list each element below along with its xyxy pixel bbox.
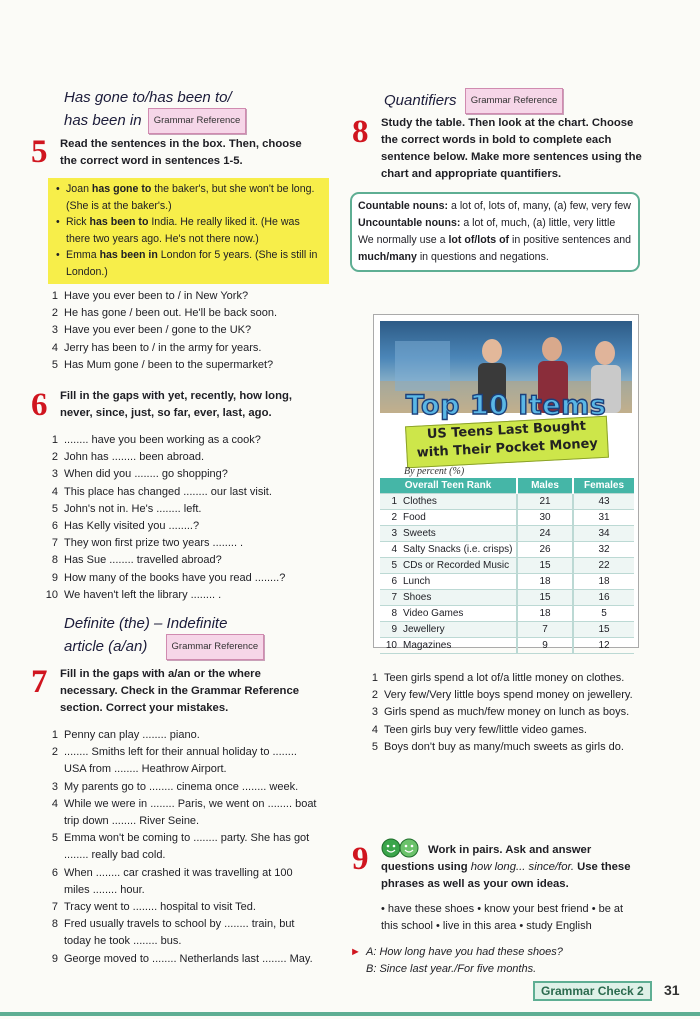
item-number: 5 — [51, 832, 58, 845]
chart-header-row — [380, 478, 634, 494]
chart-cell-m: 9 — [517, 638, 573, 654]
list-item — [40, 830, 320, 864]
item-text: They won first prize two years ........ . — [64, 537, 244, 550]
list-item — [40, 779, 320, 796]
item-text: Tracy went to ........ hospital to visit Ted. — [64, 901, 256, 914]
item-number: 6 — [51, 520, 58, 533]
chart-cell-rank: 6 — [380, 574, 400, 590]
column-header: Females — [573, 478, 634, 494]
item-number: 4 — [371, 723, 378, 736]
dialogue-line-a: A: How long have you had these shoes? — [366, 946, 563, 958]
section-title-has-gone — [64, 88, 246, 134]
chart-cell-rank: 10 — [380, 638, 400, 654]
exercise-number-9: 9 — [352, 841, 369, 877]
item-number: 6 — [51, 866, 58, 879]
chart-cell-rank: 8 — [380, 606, 400, 622]
list-item — [360, 670, 642, 687]
uncountable-text: a lot of, much, (a) little, very little — [460, 217, 616, 229]
exercise-5-list — [40, 288, 325, 374]
item-text: Has Sue ........ travelled abroad? — [64, 554, 222, 567]
item-text: Fred usually travels to school by ........ train, but today he took ........ bus. — [64, 918, 295, 948]
grammar-reference-badge[interactable]: Grammar Reference — [148, 108, 247, 134]
exercise-6-instruction: Fill in the gaps with yet, recently, how long, never, since, just, so far, ever, last, ago. — [60, 390, 293, 419]
list-item — [40, 916, 320, 950]
section-title-line1: Has gone to/has been to/ — [64, 89, 232, 106]
item-text: Has Mum gone / been to the supermarket? — [64, 358, 274, 371]
chart-cell-m: 18 — [517, 606, 573, 622]
chart-subtitle-line1: US Teens Last Bought — [426, 418, 587, 443]
chart-row — [380, 622, 634, 638]
chart-cell-m: 15 — [517, 590, 573, 606]
chart-cell-rank: 4 — [380, 542, 400, 558]
chart-row — [380, 542, 634, 558]
list-item — [40, 432, 330, 449]
list-item — [360, 687, 642, 704]
item-number: 8 — [51, 918, 58, 931]
list-item — [40, 587, 330, 604]
section-title-line2: article (a/an) — [64, 637, 148, 655]
item-text: My parents go to ........ cinema once ........ week. — [64, 780, 299, 793]
item-number: 2 — [371, 689, 378, 702]
item-text: This place has changed ........ our last visit. — [64, 485, 272, 498]
chart-cell-f: 43 — [573, 494, 634, 510]
chart-cell-m: 21 — [517, 494, 573, 510]
example-line: • Joan has gone to the baker's, but she won't be long. (She is at the baker's.) — [56, 183, 315, 212]
uncountable-row — [358, 215, 632, 232]
item-number: 5 — [51, 358, 58, 371]
item-number: 1 — [371, 672, 378, 684]
chart-cell-rank: 3 — [380, 526, 400, 542]
item-text: ........ Smiths left for their annual holiday to ........ USA from ........ Heathrow Airport. — [64, 746, 297, 776]
exercise-5-instruction: Read the sentences in the box. Then, choose the correct word in sentences 1-5. — [60, 138, 302, 167]
exercise-number-5: 5 — [31, 134, 48, 170]
item-text: George moved to ........ Netherlands last ........ May. — [64, 952, 313, 965]
list-item — [40, 466, 330, 483]
item-number: 4 — [51, 797, 58, 810]
chart-cell-m: 30 — [517, 510, 573, 526]
bottom-strip — [0, 1012, 700, 1016]
chart-cell-item: Shoes — [400, 590, 517, 606]
section-title: Quantifiers — [384, 91, 457, 109]
item-number: 3 — [371, 706, 378, 719]
example-line: • Emma has been in London for 5 years. (She is still in London.) — [56, 249, 318, 278]
item-text: Very few/Very little boys spend money on jewellery. — [384, 689, 633, 702]
exercise-7-instruction: Fill in the gaps with a/an or the where necessary. Check in the Grammar Reference section. Correct your mistakes. — [60, 668, 300, 714]
item-number: 4 — [51, 485, 58, 498]
chart-cell-rank: 7 — [380, 590, 400, 606]
item-number: 8 — [51, 554, 58, 567]
section-title-line1: Definite (the) – Indefinite — [64, 615, 228, 632]
usage-note: We normally use a lot of/lots of in positive sentences and much/many in questions and negations. — [358, 234, 631, 263]
item-text: Jerry has been to / in the army for years. — [64, 341, 262, 354]
list-item — [360, 722, 642, 739]
item-number: 9 — [51, 571, 58, 584]
item-text: We haven't left the library ........ . — [64, 588, 222, 601]
chart-row — [380, 638, 634, 654]
list-item — [40, 501, 330, 518]
exercise-7-list — [40, 727, 320, 968]
exercise-6-list — [40, 432, 330, 604]
exercise-9-instruction: Work in pairs. Ask and answer questions using how long... since/for. Use these phrases as well as your own ideas. — [381, 844, 631, 890]
quantifiers-table — [350, 192, 640, 272]
chart-cell-item: Food — [400, 510, 517, 526]
chart-row — [380, 574, 634, 590]
example-dialogue: ► A: How long have you had these shoes? B: Since last year./For five months. — [350, 946, 563, 975]
chart-subtitle-line2: with Their Pocket Money — [416, 436, 599, 461]
item-text: John's not in. He's ........ left. — [64, 502, 202, 515]
item-text: Emma won't be coming to ........ party. She has got ........ really bad cold. — [64, 832, 310, 862]
teen-spending-chart — [373, 314, 639, 651]
item-text: John has ........ been abroad. — [64, 451, 205, 464]
item-text: Penny can play ........ piano. — [64, 729, 200, 741]
grammar-reference-badge[interactable]: Grammar Reference — [166, 634, 265, 660]
chart-cell-item: Salty Snacks (i.e. crisps) — [400, 542, 517, 558]
chart-row — [380, 526, 634, 542]
item-text: While we were in ........ Paris, we went on ........ boat trip down ........ River Seine. — [64, 797, 317, 828]
chart-cell-rank: 5 — [380, 558, 400, 574]
chart-cell-rank: 1 — [380, 494, 400, 510]
section-title-line2: has been in — [64, 111, 142, 129]
exercise-8-instruction: Study the table. Then look at the chart. Choose the correct words in bold to complete each sentence below. Make more sentences using the chart and appropriate quantifiers. — [381, 117, 642, 180]
section-title-articles — [64, 614, 264, 660]
example-box-yellow — [48, 178, 329, 284]
exercise-number-6: 6 — [31, 387, 48, 423]
list-item — [40, 727, 320, 744]
list-item — [40, 865, 320, 899]
chart-cell-m: 24 — [517, 526, 573, 542]
chart-banner: Top 10 Items — [405, 390, 607, 421]
chart-cell-m: 26 — [517, 542, 573, 558]
item-text: When did you ........ go shopping? — [64, 468, 228, 481]
uncountable-label: Uncountable nouns: — [358, 217, 461, 229]
chart-row — [380, 558, 634, 574]
grammar-reference-badge[interactable]: Grammar Reference — [465, 88, 564, 114]
list-item — [40, 951, 320, 968]
chart-cell-f: 18 — [573, 574, 634, 590]
item-text: He has gone / been out. He'll be back soon. — [64, 307, 278, 320]
chart-cell-f: 16 — [573, 590, 634, 606]
list-item — [40, 570, 330, 587]
item-number: 3 — [51, 780, 58, 793]
list-item — [40, 744, 320, 778]
chart-cell-f: 22 — [573, 558, 634, 574]
list-item — [40, 796, 320, 830]
item-text: Teen girls spend a lot of/a little money on clothes. — [384, 672, 625, 684]
chart-row — [380, 606, 634, 622]
chart-cell-rank: 2 — [380, 510, 400, 526]
section-title-quantifiers — [384, 88, 563, 114]
chart-cell-item: Jewellery — [400, 622, 517, 638]
list-item — [40, 552, 330, 569]
list-item — [40, 357, 325, 374]
list-item — [40, 449, 330, 466]
list-item — [40, 899, 320, 916]
item-number: 3 — [51, 468, 58, 481]
chart-subtitle — [405, 416, 609, 469]
chart-cell-item: Clothes — [400, 494, 517, 510]
example-line: • Rick has been to India. He really liked it. (He was there two years ago. He's not there now.) — [56, 216, 300, 245]
column-header: Overall Teen Rank — [380, 478, 517, 494]
chart-cell-m: 7 — [517, 622, 573, 638]
item-text: Has Kelly visited you ........? — [64, 520, 200, 533]
chart-cell-item: Sweets — [400, 526, 517, 542]
list-item — [40, 535, 330, 552]
chart-row — [380, 590, 634, 606]
countable-text: a lot of, lots of, many, (a) few, very few — [448, 200, 631, 212]
chart-cell-item: Magazines — [400, 638, 517, 654]
list-item — [40, 305, 325, 322]
list-item — [360, 739, 642, 756]
exercise-number-8: 8 — [352, 114, 369, 150]
item-number: 7 — [51, 901, 58, 914]
item-number: 1 — [51, 290, 58, 302]
chart-cell-item: Video Games — [400, 606, 517, 622]
item-number: 7 — [51, 537, 58, 550]
list-item — [40, 322, 325, 339]
chart-cell-item: CDs or Recorded Music — [400, 558, 517, 574]
chart-cell-f: 34 — [573, 526, 634, 542]
item-number: 2 — [51, 451, 58, 464]
item-number: 3 — [51, 324, 58, 337]
item-number: 2 — [51, 307, 58, 320]
item-text: Girls spend as much/few money on lunch as boys. — [384, 706, 630, 719]
item-number: 5 — [371, 740, 378, 753]
countable-row — [358, 198, 632, 215]
chart-table — [380, 478, 634, 654]
item-text: Teen girls buy very few/little video games. — [384, 723, 587, 736]
dialogue-line-b: B: Since last year./For five months. — [366, 963, 537, 975]
item-text: ........ have you been working as a cook? — [64, 434, 261, 446]
item-text: When ........ car crashed it was travelling at 100 miles ........ hour. — [64, 866, 293, 896]
item-number: 9 — [51, 952, 58, 965]
item-text: How many of the books have you read ........? — [64, 571, 286, 584]
chart-cell-rank: 9 — [380, 622, 400, 638]
list-item — [360, 704, 642, 721]
list-item — [40, 484, 330, 501]
chart-cell-f: 32 — [573, 542, 634, 558]
list-item — [40, 340, 325, 357]
page-number: 31 — [664, 982, 680, 998]
exercise-number-7: 7 — [31, 664, 48, 700]
chart-row — [380, 494, 634, 510]
by-percent-label: By percent (%) — [404, 466, 465, 477]
item-number: 1 — [51, 434, 58, 446]
list-item — [40, 288, 325, 305]
chart-cell-item: Lunch — [400, 574, 517, 590]
item-number: 10 — [45, 588, 58, 601]
chart-cell-m: 15 — [517, 558, 573, 574]
chart-cell-f: 31 — [573, 510, 634, 526]
list-item — [40, 518, 330, 535]
chart-cell-f: 12 — [573, 638, 634, 654]
item-number: 5 — [51, 502, 58, 515]
section-footer-label: Grammar Check 2 — [533, 981, 652, 1001]
item-number: 2 — [51, 746, 58, 759]
chart-cell-f: 5 — [573, 606, 634, 622]
chart-cell-f: 15 — [573, 622, 634, 638]
exercise-9-phrases: • have these shoes • know your best friend • be at this school • live in this area • study English — [381, 903, 624, 932]
item-text: Have you ever been / gone to the UK? — [64, 324, 252, 337]
chart-row — [380, 510, 634, 526]
item-number: 4 — [51, 341, 58, 354]
item-text: Have you ever been to / in New York? — [64, 290, 249, 302]
countable-label: Countable nouns: — [358, 200, 449, 212]
item-number: 1 — [51, 729, 58, 741]
exercise-8-list — [360, 670, 642, 756]
chart-cell-m: 18 — [517, 574, 573, 590]
column-header: Males — [517, 478, 573, 494]
item-text: Boys don't buy as many/much sweets as girls do. — [384, 740, 624, 753]
